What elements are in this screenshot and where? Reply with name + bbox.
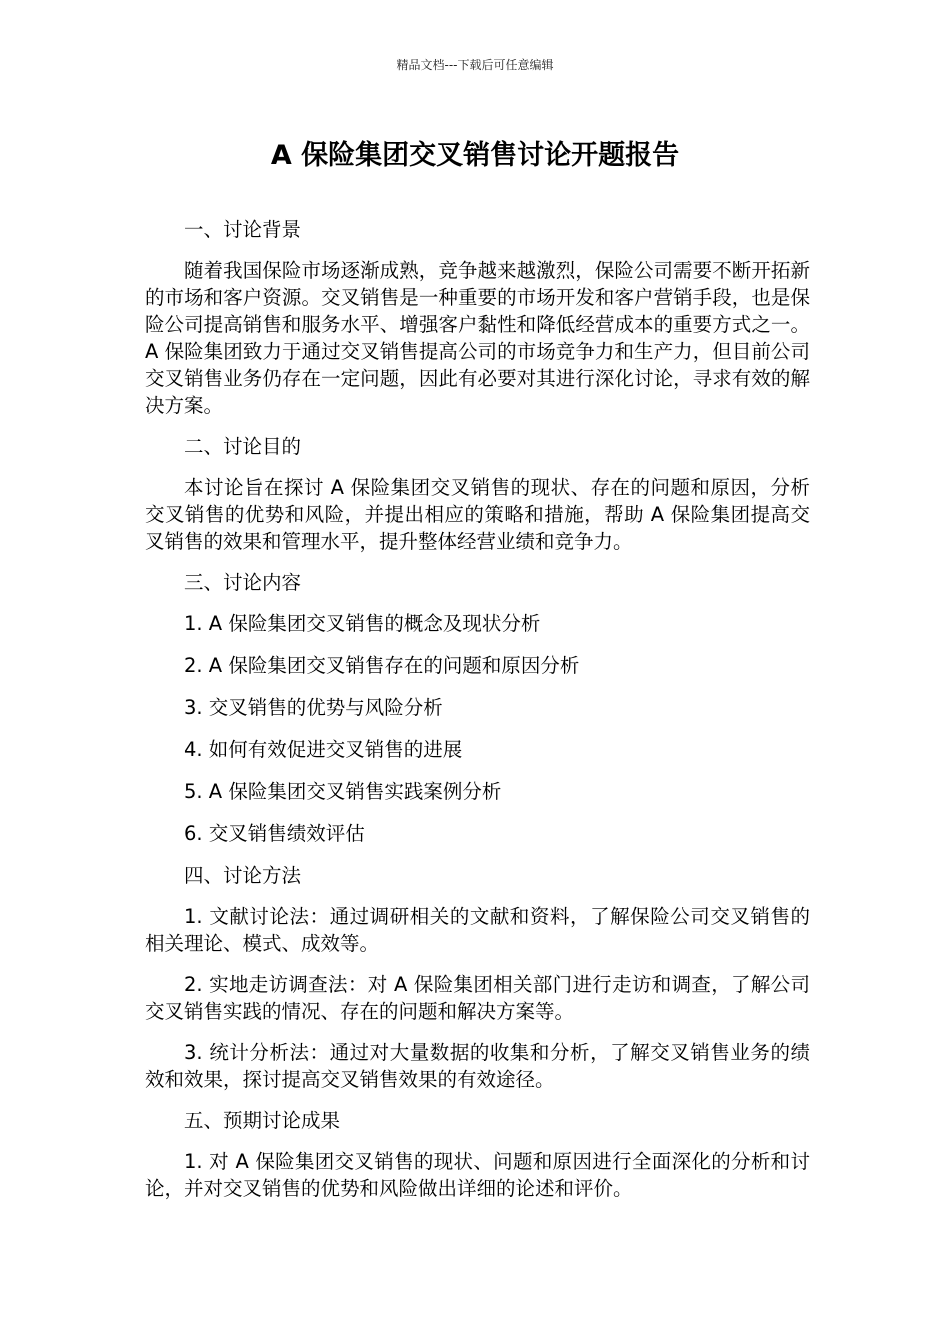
paragraph-background: 随着我国保险市场逐渐成熟，竞争越来越激烈，保险公司需要不断开拓新的市场和客户资源。交叉销售是一种重要的市场开发和客户营销手段，也是保险公司提高销售和服务水平、增强客户黏性和降低经营成本的重要方式之一。A 保险集团致力于通过交叉销售提高公司的市场竞争力和生产力，但目前公司交叉销售业务仍存在一定问题，因此有必要对其进行深化讨论，寻求有效的解决方案。 [145, 259, 810, 417]
list-item: 4. 如何有效促进交叉销售的进展 [184, 738, 463, 761]
document-body [145, 216, 810, 1216]
section-heading-purpose: 二、讨论目的 [184, 435, 302, 458]
section-heading-background: 一、讨论背景 [184, 218, 302, 241]
paragraph-method-statistics: 3. 统计分析法：通过对大量数据的收集和分析，了解交叉销售业务的绩效和效果，探讨提高交叉销售效果的有效途径。 [145, 1041, 810, 1091]
section-heading-content: 三、讨论内容 [184, 571, 302, 594]
paragraph-expected-result-1: 1. 对 A 保险集团交叉销售的现状、问题和原因进行全面深化的分析和讨论，并对交叉销售的优势和风险做出详细的论述和评价。 [145, 1150, 810, 1200]
list-item: 2. A 保险集团交叉销售存在的问题和原因分析 [184, 654, 580, 677]
paragraph-purpose: 本讨论旨在探讨 A 保险集团交叉销售的现状、存在的问题和原因，分析交叉销售的优势和风险，并提出相应的策略和措施，帮助 A 保险集团提高交叉销售的效果和管理水平，提升整体经营业绩和竞争力。 [145, 476, 810, 553]
list-item: 5. A 保险集团交叉销售实践案例分析 [184, 780, 502, 803]
paragraph-method-field-survey: 2. 实地走访调查法：对 A 保险集团相关部门进行走访和调查，了解公司交叉销售实践的情况、存在的问题和解决方案等。 [145, 973, 810, 1023]
list-item: 1. A 保险集团交叉销售的概念及现状分析 [184, 612, 541, 635]
section-heading-methods: 四、讨论方法 [184, 864, 302, 887]
section-heading-expected-results: 五、预期讨论成果 [184, 1109, 341, 1132]
paragraph-method-literature: 1. 文献讨论法：通过调研相关的文献和资料，了解保险公司交叉销售的相关理论、模式、成效等。 [145, 905, 810, 955]
list-item: 6. 交叉销售绩效评估 [184, 822, 365, 845]
document-title: A 保险集团交叉销售讨论开题报告 [270, 140, 680, 171]
header-note: 精品文档---下载后可任意编辑 [396, 58, 554, 72]
list-item: 3. 交叉销售的优势与风险分析 [184, 696, 443, 719]
